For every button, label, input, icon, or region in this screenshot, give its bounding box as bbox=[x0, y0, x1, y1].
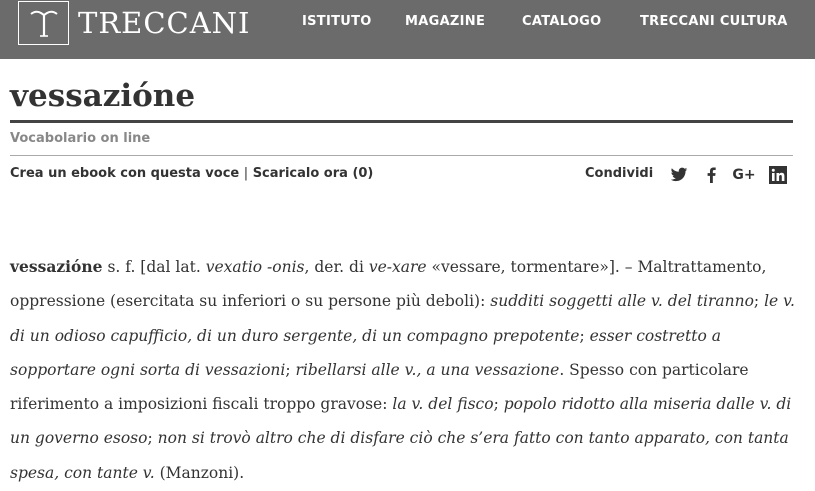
etymology-verb: ve-xare bbox=[368, 258, 427, 276]
page-title: vessazióne bbox=[10, 78, 196, 114]
linkedin-in-icon bbox=[769, 166, 787, 184]
example-phrase: la v. del fisco bbox=[392, 395, 494, 414]
ebook-bar bbox=[10, 166, 373, 181]
quote-attribution: (Manzoni). bbox=[154, 463, 245, 482]
example-separator: ; bbox=[579, 326, 590, 345]
facebook-icon[interactable] bbox=[703, 165, 719, 185]
tau-symbol-icon bbox=[27, 6, 61, 40]
twitter-icon[interactable] bbox=[668, 165, 690, 185]
definition-meaning: «vessare, tormentare»]. – Maltrattamento, oppressione (esercitata su inferiori o su persone più deboli): bbox=[10, 258, 767, 311]
nav-item-treccani-cultura[interactable]: TRECCANI CULTURA bbox=[640, 14, 788, 29]
example-phrase: ribellarsi alle v., a una vessazione bbox=[295, 360, 560, 379]
facebook-f-icon bbox=[707, 167, 716, 183]
definition-meaning: . Spesso con particolare riferimento a imposizioni fiscali troppo gravose: bbox=[10, 360, 749, 414]
share-label: Condividi bbox=[585, 166, 654, 181]
treccani-logo[interactable] bbox=[18, 1, 251, 45]
nav-item-catalogo[interactable]: CATALOGO bbox=[522, 14, 602, 29]
example-separator: ; bbox=[285, 360, 296, 379]
create-ebook-link[interactable]: Crea un ebook con questa voce bbox=[10, 166, 240, 181]
definition-term: vessazióne bbox=[10, 257, 103, 276]
definition-text-segment: , der. di bbox=[304, 258, 369, 276]
example-phrase: popolo ridotto alla miseria dalle v. di un governo esoso bbox=[10, 395, 792, 448]
top-navigation-bar bbox=[0, 0, 815, 59]
title-divider bbox=[10, 120, 793, 123]
example-phrase: le v. di un odioso capufficio, di un duro sergente, di un compagno prepotente bbox=[10, 292, 795, 345]
example-separator: ; bbox=[753, 292, 765, 311]
example-quote: non si trovò altro che di disfare ciò che s’era fatto con tanto apparato, con tanta spesa, con tante v. bbox=[10, 429, 789, 482]
treccani-logo-mark bbox=[18, 1, 69, 45]
nav-item-magazine[interactable]: MAGAZINE bbox=[405, 14, 486, 29]
google-plus-icon[interactable]: G+ bbox=[732, 167, 756, 183]
definition-grammar: s. f. [dal lat. bbox=[102, 258, 206, 276]
section-label: Vocabolario on line bbox=[10, 131, 151, 146]
download-ebook-link[interactable]: Scaricalo ora bbox=[252, 166, 348, 181]
linkedin-icon[interactable] bbox=[768, 165, 788, 185]
definition-text bbox=[10, 250, 800, 490]
ebook-separator: | bbox=[243, 166, 249, 181]
etymology-latin: vexatio -onis bbox=[205, 258, 305, 276]
nav-item-istituto[interactable]: ISTITUTO bbox=[302, 14, 372, 29]
section-divider bbox=[10, 155, 793, 156]
treccani-logo-text: TRECCANI bbox=[78, 6, 251, 40]
example-separator: ; bbox=[493, 395, 504, 414]
ebook-count: (0) bbox=[352, 166, 374, 181]
example-phrase: esser costretto a sopportare ogni sorta di vessazioni bbox=[10, 326, 721, 379]
example-separator: ; bbox=[147, 429, 158, 448]
example-phrase: sudditi soggetti alle v. del tiranno bbox=[490, 292, 754, 311]
twitter-bird-icon bbox=[670, 167, 688, 183]
